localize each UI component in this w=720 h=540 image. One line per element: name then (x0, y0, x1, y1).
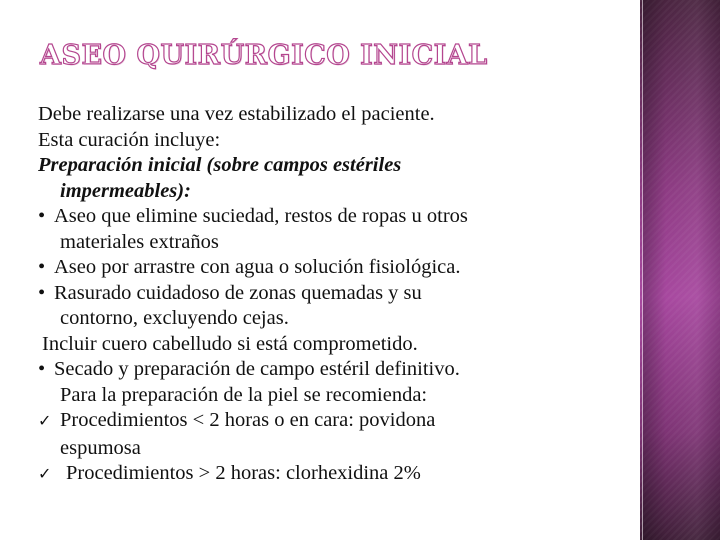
check-text: Procedimientos > 2 horas: clorhexidina 2% (66, 462, 421, 484)
checkmark-icon: ✓ (38, 466, 52, 483)
check-text: Procedimientos < 2 horas o en cara: povidona (60, 409, 436, 431)
bullet-icon: • (38, 205, 46, 227)
bullet-text: Aseo que elimine suciedad, restos de ropas u otros (54, 205, 468, 227)
text-line: Esta curación incluye: (38, 128, 221, 151)
bullet-item (38, 357, 638, 382)
bullet-item (38, 204, 638, 229)
bullet-text: Rasurado cuidadoso de zonas quemadas y su (54, 281, 422, 304)
bullet-item-continued: contorno, excluyendo cejas. (60, 307, 289, 329)
check-item (38, 408, 638, 435)
bullet-item-continued: materiales extraños (60, 230, 219, 253)
bullet-item (38, 255, 638, 280)
bullet-icon: • (38, 358, 46, 380)
slide-body (38, 102, 638, 489)
check-item (38, 461, 638, 488)
text-line: Incluir cuero cabelludo si está comprometido. (42, 332, 418, 355)
check-item-continued: espumosa (60, 436, 141, 459)
bullet-item-continued: Para la preparación de la piel se recomienda: (60, 383, 428, 406)
bullet-icon: • (38, 256, 46, 278)
side-panel-shade (643, 0, 720, 540)
bullet-icon: • (38, 281, 46, 304)
subheading-line-continued: impermeables): (60, 179, 191, 202)
slide-title: ASEO QUIRÚRGICO INICIAL (40, 40, 488, 71)
subheading-line: Preparación inicial (sobre campos estériles (38, 154, 402, 176)
bullet-text: Aseo por arrastre con agua o solución fisiológica. (54, 256, 461, 278)
side-panel-border (642, 0, 643, 540)
bullet-text: Secado y preparación de campo estéril definitivo. (54, 358, 460, 380)
checkmark-icon: ✓ (38, 413, 52, 430)
text-line: Debe realizarse una vez estabilizado el paciente. (38, 103, 435, 125)
bullet-item (38, 281, 638, 306)
